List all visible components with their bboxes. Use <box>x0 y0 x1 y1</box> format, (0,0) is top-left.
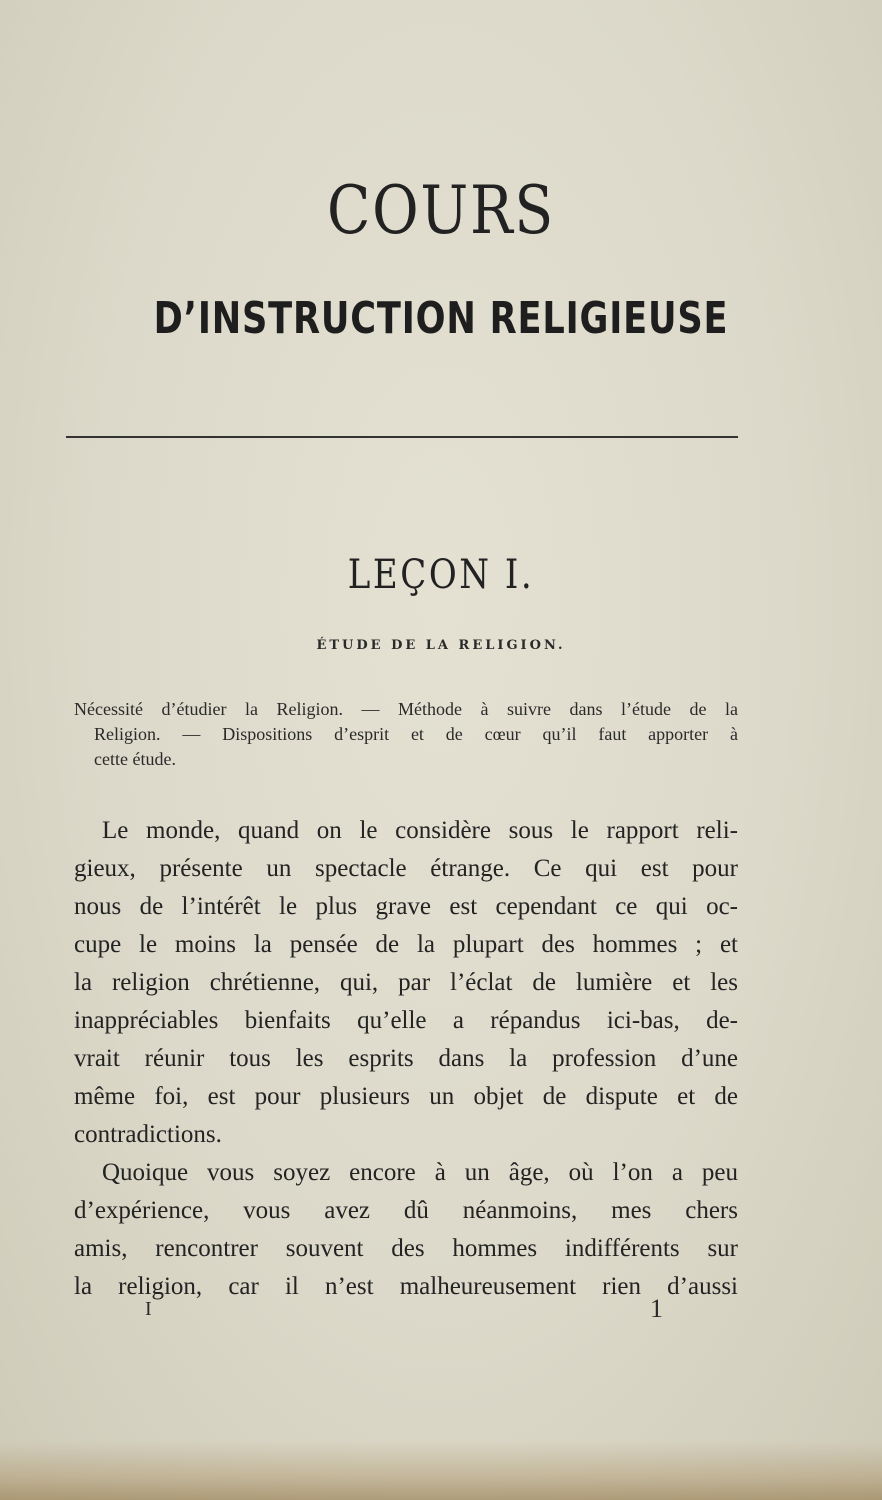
text-line: la religion, car il n’est malheureusement rien d’aussi <box>74 1273 738 1300</box>
signature-mark: I <box>145 1298 152 1320</box>
page-number: 1 <box>650 1294 663 1323</box>
text-line: cupe le moins la pensée de la plupart des hommes ; et <box>74 931 738 958</box>
text-line: vrait réunir tous les esprits dans la profession d’une <box>74 1045 738 1072</box>
lesson-heading: LEÇON I. <box>347 552 535 598</box>
text-line: d’expérience, vous avez dû néanmoins, mes chers <box>74 1197 738 1224</box>
text-line: même foi, est pour plusieurs un objet de dispute et de <box>74 1083 738 1110</box>
summary-line: Nécessité d’étudier la Religion. — Méthode à suivre dans l’étude de la <box>74 699 738 719</box>
book-subtitle: D’INSTRUCTION RELIGIEUSE <box>153 293 729 344</box>
paragraph-2 <box>74 1154 738 1306</box>
body-text <box>74 812 738 1306</box>
text-line: nous de l’intérêt le plus grave est cependant ce qui oc- <box>74 893 738 920</box>
title-rule <box>66 436 738 438</box>
lesson-subject: ÉTUDE DE LA RELIGION. <box>316 638 566 653</box>
text-line: contradictions. <box>74 1121 222 1148</box>
text-line: amis, rencontrer souvent des hommes indifférents sur <box>74 1235 738 1262</box>
book-title: COURS <box>326 172 556 249</box>
text-line: inappréciables bienfaits qu’elle a répandus ici-bas, de- <box>74 1007 738 1034</box>
summary-line: cette étude. <box>94 749 176 769</box>
summary-line: Religion. — Dispositions d’esprit et de cœur qu’il faut apporter à <box>94 724 738 744</box>
text-line: la religion chrétienne, qui, par l’éclat de lumière et les <box>74 969 738 996</box>
text-line: Quoique vous soyez encore à un âge, où l’on a peu <box>102 1159 738 1186</box>
lesson-summary <box>74 697 738 772</box>
text-line: gieux, présente un spectacle étrange. Ce qui est pour <box>74 855 738 882</box>
paragraph-1 <box>74 812 738 1154</box>
text-line: Le monde, quand on le considère sous le rapport reli- <box>102 817 738 844</box>
